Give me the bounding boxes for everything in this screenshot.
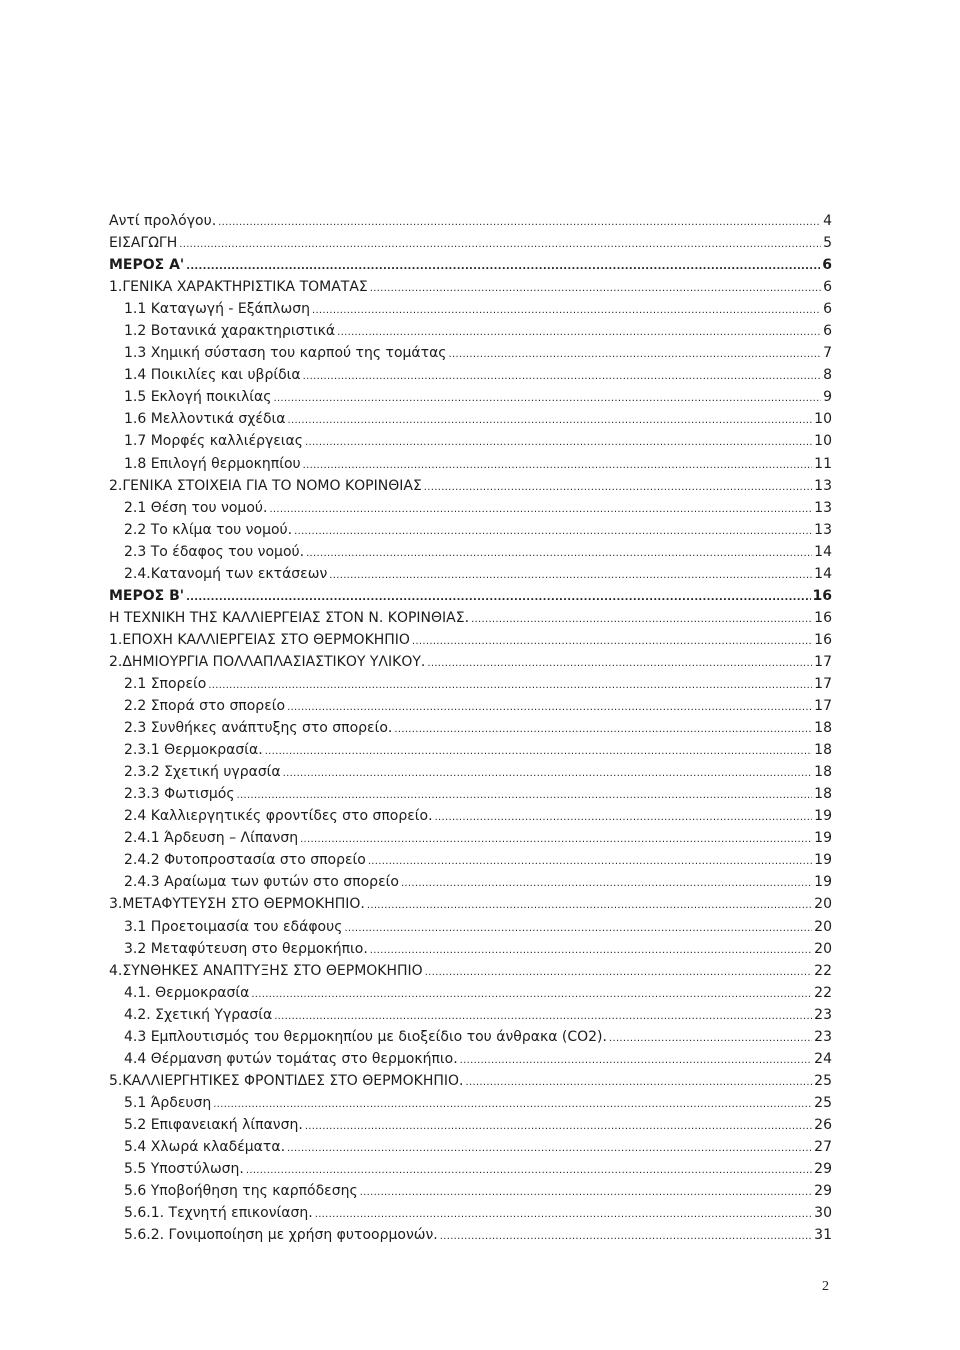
table-of-contents (109, 210, 832, 1246)
toc-entry-page: 23 (814, 1006, 832, 1023)
toc-entry-title: 3.ΜΕΤΑΦΥΤΕΥΣΗ ΣΤΟ ΘΕΡΜΟΚΗΠΙΟ. (109, 896, 365, 913)
dot-leader (303, 366, 821, 388)
dot-leader (305, 1116, 812, 1138)
toc-entry-page: 18 (814, 742, 832, 759)
toc-entry-title: 2.ΔΗΜΙΟΥΡΓΙΑ ΠΟΛΛΑΠΛΑΣΙΑΣΤΙΚΟΥ ΥΛΙΚΟΥ. (109, 653, 426, 670)
toc-entry-title: ΕΙΣΑΓΩΓΗ (109, 235, 178, 252)
toc-entry-title: Αντί προλόγου. (109, 213, 217, 229)
toc-entry (109, 871, 832, 893)
toc-entry (109, 519, 832, 541)
dot-leader (300, 829, 812, 851)
toc-entry (109, 1114, 832, 1136)
dot-leader (315, 1204, 812, 1226)
toc-entry-page: 24 (814, 1050, 832, 1067)
toc-entry-title: 2.4.Κατανομή των εκτάσεων (124, 565, 328, 582)
toc-entry-page: 17 (814, 698, 832, 715)
dot-leader (609, 1028, 812, 1050)
toc-entry (109, 651, 832, 673)
toc-entry-page: 25 (814, 1094, 832, 1111)
toc-entry-title: 5.4 Χλωρά κλαδέματα. (124, 1138, 286, 1155)
toc-entry-page: 6 (823, 301, 832, 318)
toc-entry-title: 1.6 Μελλοντικά σχέδια (124, 411, 286, 428)
dot-leader (370, 940, 812, 962)
toc-entry-title: 1.ΓΕΝΙΚΑ ΧΑΡΑΚΤΗΡΙΣΤΙΚΑ ΤΟΜΑΤΑΣ (109, 279, 368, 296)
dot-leader (435, 807, 813, 829)
toc-entry-page: 4 (823, 213, 832, 229)
toc-entry-page: 13 (814, 477, 832, 494)
dot-leader (186, 587, 810, 609)
toc-entry-title: 4.1. Θερμοκρασία (124, 984, 250, 1001)
dot-leader (329, 565, 812, 587)
toc-entry-title: 2.3 Το έδαφος του νομού. (124, 543, 305, 560)
toc-entry (109, 1202, 832, 1224)
toc-entry-title: 1.7 Μορφές καλλιέργειας (124, 433, 303, 450)
toc-entry-page: 19 (814, 808, 832, 825)
toc-entry (109, 1092, 832, 1114)
toc-entry-page: 29 (814, 1183, 832, 1200)
toc-entry (109, 717, 832, 739)
dot-leader (440, 1226, 812, 1248)
toc-entry (109, 938, 832, 960)
toc-entry-title: 5.6.2. Γονιμοποίηση με χρήση φυτοορμονών. (124, 1227, 438, 1244)
toc-entry (109, 761, 832, 783)
toc-entry-page: 9 (823, 389, 832, 406)
dot-leader (294, 521, 812, 543)
toc-entry-page: 17 (814, 675, 832, 692)
dot-leader (471, 609, 812, 631)
toc-entry-title: 2.2 Το κλίμα του νομού. (124, 521, 293, 538)
toc-entry-page: 6 (823, 279, 832, 296)
dot-leader (273, 388, 821, 410)
toc-entry (109, 563, 832, 585)
dot-leader (360, 1182, 812, 1204)
dot-leader (425, 962, 812, 984)
toc-entry-title: 5.ΚΑΛΛΙΕΡΓΗΤΙΚΕΣ ΦΡΟΝΤΙΔΕΣ ΣΤΟ ΘΕΡΜΟΚΗΠΙΟ. (109, 1072, 464, 1089)
toc-entry-title: 5.1 Άρδευση (124, 1094, 212, 1111)
toc-entry-title: 3.1 Προετοιμασία του εδάφους (124, 918, 343, 935)
dot-leader (287, 697, 812, 719)
toc-entry-page: 6 (822, 257, 832, 274)
toc-entry (109, 232, 832, 254)
toc-entry-title: 2.3 Συνθήκες ανάπτυξης στο σπορείο. (124, 720, 393, 737)
dot-leader (274, 1006, 812, 1028)
toc-entry (109, 276, 832, 298)
toc-entry-page: 14 (814, 543, 832, 560)
toc-entry (109, 453, 832, 475)
dot-leader (186, 256, 820, 278)
toc-entry-page: 22 (814, 962, 832, 979)
toc-entry (109, 320, 832, 342)
toc-entry (109, 386, 832, 408)
toc-entry (109, 585, 832, 607)
toc-entry-title: ΜΕΡΟΣ Α' (109, 257, 185, 274)
dot-leader (460, 1050, 813, 1072)
toc-entry-title: ΜΕΡΟΣ Β' (109, 587, 185, 604)
toc-entry-title: 2.4 Καλλιεργητικές φροντίδες στο σπορείο. (124, 808, 433, 825)
toc-entry-title: 1.3 Χημική σύσταση του καρπού της τομάτας (124, 345, 447, 362)
toc-entry (109, 629, 832, 651)
toc-entry-page: 18 (814, 720, 832, 737)
toc-entry-title: Η ΤΕΧΝΙΚΗ ΤΗΣ ΚΑΛΛΙΕΡΓΕΙΑΣ ΣΤΟΝ Ν. ΚΟΡΙΝΘΙΑΣ. (109, 609, 470, 626)
toc-entry-title: 5.6 Υποβοήθηση της καρπόδεσης (124, 1183, 358, 1200)
dot-leader (283, 763, 813, 785)
toc-entry-title: 2.4.2 Φυτοπροστασία στο σπορείο (124, 852, 366, 869)
toc-entry-page: 19 (814, 830, 832, 847)
toc-entry-page: 29 (814, 1161, 832, 1178)
dot-leader (465, 1072, 812, 1094)
toc-entry (109, 960, 832, 982)
toc-entry-page: 20 (814, 896, 832, 913)
dot-leader (427, 653, 812, 675)
toc-entry (109, 497, 832, 519)
toc-entry (109, 805, 832, 827)
toc-entry (109, 982, 832, 1004)
dot-leader (251, 984, 812, 1006)
toc-entry (109, 893, 832, 915)
dot-leader (424, 477, 812, 499)
toc-entry-title: 3.2 Μεταφύτευση στο θερμοκήπιο. (124, 940, 368, 957)
dot-leader (287, 1138, 812, 1160)
toc-entry-title: 5.6.1. Τεχνητή επικονίαση. (124, 1205, 313, 1222)
toc-entry-page: 16 (814, 609, 832, 626)
dot-leader (370, 278, 821, 300)
toc-entry-title: 2.3.1 Θερμοκρασία. (124, 742, 263, 759)
toc-entry (109, 1048, 832, 1070)
dot-leader (287, 410, 812, 432)
toc-entry-page: 5 (823, 235, 832, 252)
dot-leader (412, 631, 812, 653)
toc-entry-page: 16 (812, 587, 832, 604)
toc-entry (109, 739, 832, 761)
toc-entry (109, 1224, 832, 1246)
toc-entry-title: 1.4 Ποικιλίες και υβρίδια (124, 367, 301, 384)
toc-entry-title: 4.ΣΥΝΘΗΚΕΣ ΑΝΑΠΤΥΞΗΣ ΣΤΟ ΘΕΡΜΟΚΗΠΙΟ (109, 962, 423, 979)
toc-entry-title: 2.ΓΕΝΙΚΑ ΣΤΟΙΧΕΙΑ ΓΙΑ ΤΟ ΝΟΜΟ ΚΟΡΙΝΘΙΑΣ (109, 477, 422, 494)
toc-entry-title: 2.3.3 Φωτισμός (124, 786, 235, 803)
dot-leader (394, 719, 812, 741)
toc-entry-page: 18 (814, 764, 832, 781)
dot-leader (401, 873, 812, 895)
toc-entry-page: 20 (814, 940, 832, 957)
dot-leader (213, 1094, 812, 1116)
toc-entry-page: 17 (814, 653, 832, 670)
toc-entry (109, 430, 832, 452)
dot-leader (368, 851, 812, 873)
toc-entry-page: 16 (814, 631, 832, 648)
toc-entry (109, 298, 832, 320)
toc-entry-title: 2.1 Σπορείο (124, 675, 207, 692)
toc-entry (109, 916, 832, 938)
toc-entry (109, 1026, 832, 1048)
toc-entry-title: 2.2 Σπορά στο σπορείο (124, 698, 286, 715)
toc-entry (109, 254, 832, 276)
toc-entry-page: 19 (814, 852, 832, 869)
dot-leader (337, 322, 821, 344)
toc-entry (109, 364, 832, 386)
toc-entry-page: 18 (814, 786, 832, 803)
toc-entry (109, 1070, 832, 1092)
dot-leader (312, 300, 821, 322)
toc-entry-page: 26 (814, 1116, 832, 1133)
toc-entry (109, 210, 832, 232)
toc-entry-page: 23 (814, 1028, 832, 1045)
dot-leader (306, 543, 812, 565)
dot-leader (449, 344, 822, 366)
toc-entry-page: 10 (814, 411, 832, 428)
toc-entry-title: 1.ΕΠΟΧΗ ΚΑΛΛΙΕΡΓΕΙΑΣ ΣΤΟ ΘΕΡΜΟΚΗΠΙΟ (109, 631, 410, 648)
dot-leader (367, 895, 812, 917)
toc-entry-page: 22 (814, 984, 832, 1001)
toc-entry (109, 695, 832, 717)
toc-entry-page: 8 (823, 367, 832, 384)
dot-leader (179, 234, 821, 256)
toc-entry-page: 19 (814, 874, 832, 891)
toc-entry-title: 2.3.2 Σχετική υγρασία (124, 764, 281, 781)
toc-entry-title: 4.2. Σχετική Υγρασία (124, 1006, 273, 1023)
toc-entry-title: 4.3 Εμπλουτισμός του θερμοκηπίου με διοξείδιο του άνθρακα (CO2). (124, 1028, 607, 1045)
page-number: 2 (822, 1279, 829, 1294)
toc-entry-title: 1.5 Εκλογή ποικιλίας (124, 389, 272, 406)
dot-leader (208, 675, 812, 697)
toc-entry (109, 475, 832, 497)
toc-entry (109, 1004, 832, 1026)
toc-entry-title: 1.2 Βοτανικά χαρακτηριστικά (124, 323, 336, 340)
toc-entry-page: 10 (814, 433, 832, 450)
dot-leader (218, 212, 821, 234)
toc-entry-page: 7 (823, 345, 832, 362)
toc-entry-title: 5.5 Υποστύλωση. (124, 1161, 244, 1178)
toc-entry (109, 1180, 832, 1202)
dot-leader (246, 1160, 812, 1182)
dot-leader (303, 455, 813, 477)
toc-entry (109, 827, 832, 849)
toc-entry-title: 5.2 Επιφανειακή λίπανση. (124, 1116, 303, 1133)
toc-entry-title: 1.1 Καταγωγή - Εξάπλωση (124, 301, 310, 318)
toc-entry-page: 31 (814, 1227, 832, 1244)
toc-entry (109, 673, 832, 695)
toc-entry-page: 13 (814, 521, 832, 538)
dot-leader (344, 918, 812, 940)
toc-entry (109, 1158, 832, 1180)
toc-entry-title: 2.4.1 Άρδευση – Λίπανση (124, 830, 299, 847)
dot-leader (305, 432, 812, 454)
toc-entry-title: 2.1 Θέση του νομού. (124, 499, 268, 516)
toc-entry-title: 2.4.3 Αραίωμα των φυτών στο σπορείο (124, 874, 399, 891)
dot-leader (237, 785, 813, 807)
toc-entry (109, 849, 832, 871)
toc-entry (109, 342, 832, 364)
toc-entry-page: 30 (814, 1205, 832, 1222)
toc-entry-page: 25 (814, 1072, 832, 1089)
toc-entry-page: 11 (814, 455, 832, 472)
toc-entry (109, 607, 832, 629)
toc-entry (109, 541, 832, 563)
toc-entry-title: 4.4 Θέρμανση φυτών τομάτας στο θερμοκήπιο. (124, 1050, 458, 1067)
toc-entry-page: 20 (814, 918, 832, 935)
toc-entry-page: 14 (814, 565, 832, 582)
dot-leader (269, 499, 812, 521)
dot-leader (265, 741, 812, 763)
toc-entry-page: 27 (814, 1138, 832, 1155)
toc-entry (109, 408, 832, 430)
toc-entry-title: 1.8 Επιλογή θερμοκηπίου (124, 455, 301, 472)
toc-entry-page: 13 (814, 499, 832, 516)
toc-entry (109, 1136, 832, 1158)
toc-entry (109, 783, 832, 805)
toc-entry-page: 6 (823, 323, 832, 340)
